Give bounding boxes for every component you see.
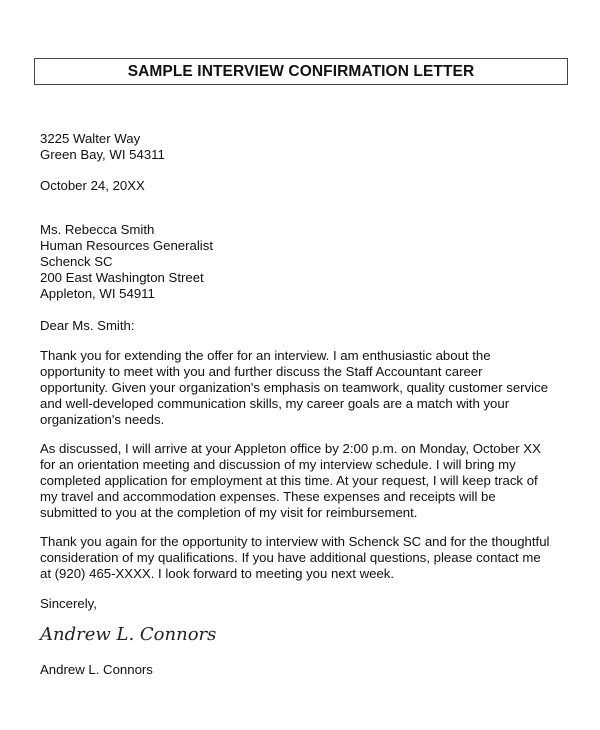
- paragraph-line: Thank you for extending the offer for an interview. I am enthusiastic about the: [40, 348, 491, 363]
- recipient-street: 200 East Washington Street: [40, 270, 204, 285]
- salutation: Dear Ms. Smith:: [40, 318, 135, 333]
- typed-name: Andrew L. Connors: [40, 662, 153, 675]
- sender-city: Green Bay, WI 54311: [40, 147, 165, 162]
- recipient-company: Schenck SC: [40, 254, 113, 269]
- letter-date: October 24, 20XX: [40, 178, 145, 193]
- paragraph-line: opportunity to meet with you and further discuss the Staff Accountant career: [40, 364, 483, 379]
- paragraph-line: As discussed, I will arrive at your Appleton office by 2:00 p.m. on Monday, October XX: [40, 441, 541, 456]
- paragraph-line: at (920) 465-XXXX. I look forward to meeting you next week.: [40, 566, 395, 581]
- typed-name-clip: [40, 662, 153, 675]
- signature: Andrew L. Connors: [40, 624, 217, 645]
- paragraph-line: for an orientation meeting and discussion of my interview schedule. I will bring my: [40, 457, 516, 472]
- paragraph-line: and well-developed communication skills, my career goals are a match with your: [40, 396, 510, 411]
- paragraph-line: my travel and accommodation expenses. These expenses and receipts will be: [40, 489, 496, 504]
- recipient-city: Appleton, WI 54911: [40, 286, 155, 301]
- recipient-name: Ms. Rebecca Smith: [40, 222, 155, 237]
- paragraph-line: opportunity. Given your organization's emphasis on teamwork, quality customer service: [40, 380, 549, 395]
- paragraph-line: organization's needs.: [40, 412, 165, 427]
- recipient-title: Human Resources Generalist: [40, 238, 213, 253]
- letter-title-box: [34, 58, 568, 85]
- closing: Sincerely,: [40, 596, 97, 611]
- paragraph-line: completed application for employment at this time. At your request, I will keep track of: [40, 473, 538, 488]
- paragraph-line: consideration of my qualifications. If you have additional questions, please contact me: [40, 550, 541, 565]
- paragraph-line: Thank you again for the opportunity to interview with Schenck SC and for the thoughtful: [40, 534, 550, 549]
- paragraph-line: submitted to you at the completion of my visit for reimbursement.: [40, 505, 418, 520]
- sender-street: 3225 Walter Way: [40, 131, 141, 146]
- letter-title: SAMPLE INTERVIEW CONFIRMATION LETTER: [127, 62, 475, 80]
